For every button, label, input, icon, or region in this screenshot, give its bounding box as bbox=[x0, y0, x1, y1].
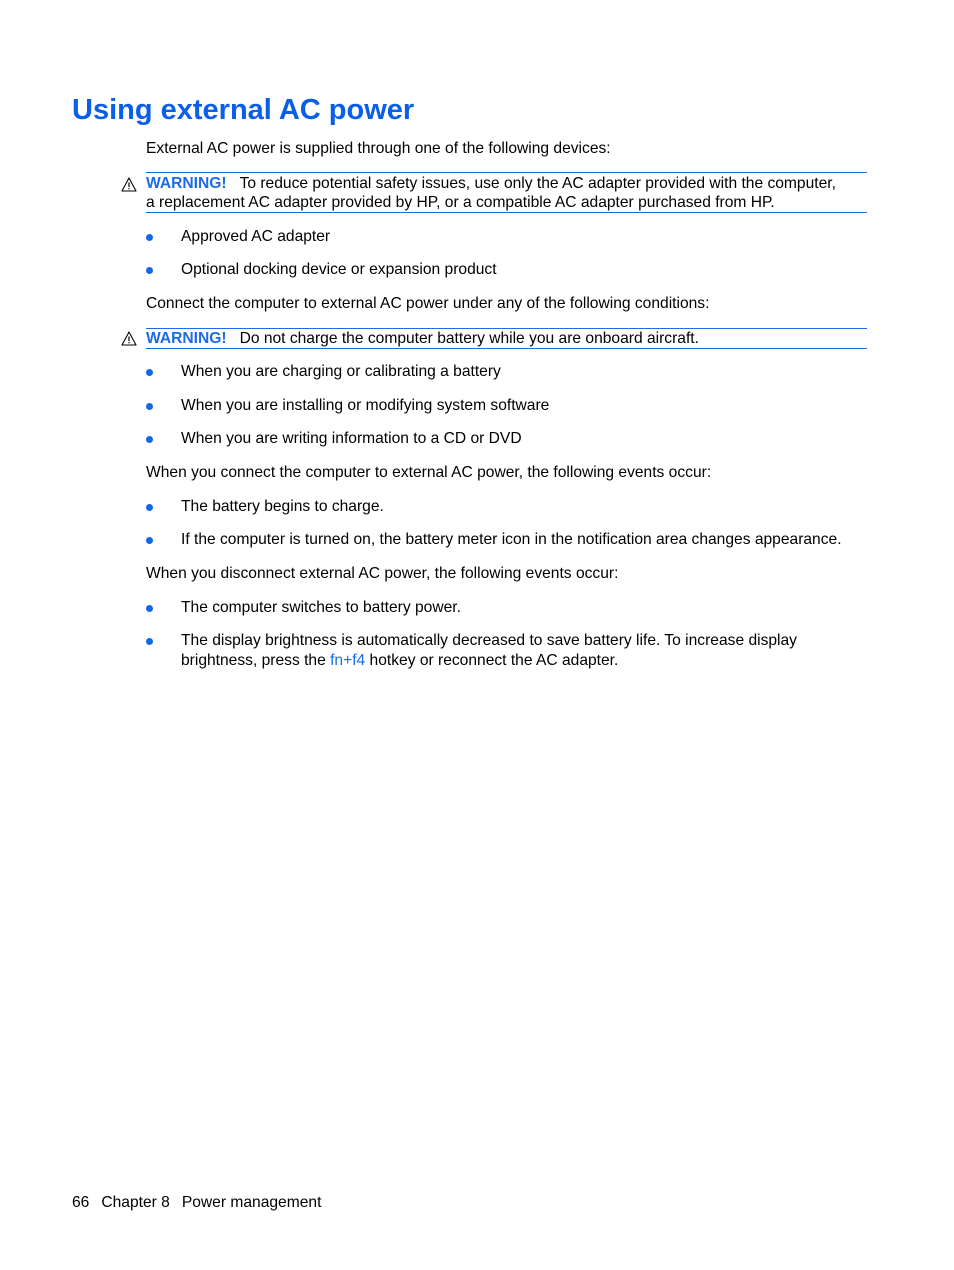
warning-box-aircraft bbox=[146, 328, 867, 349]
warning-text-line2: a replacement AC adapter provided by HP, or a compatible AC adapter purchased from HP. bbox=[146, 194, 775, 211]
chapter-label: Chapter 8 bbox=[101, 1194, 170, 1211]
page-number: 66 bbox=[72, 1194, 90, 1211]
list-item-text bbox=[181, 651, 618, 670]
disconnect-intro: When you disconnect external AC power, the following events occur: bbox=[146, 565, 619, 582]
warning-label: WARNING! bbox=[146, 175, 227, 192]
page-title: Using external AC power bbox=[72, 94, 415, 126]
chapter-title: Power management bbox=[181, 1194, 322, 1211]
hotkey-reference: fn+f4 bbox=[330, 652, 366, 669]
warning-message: Do not charge the computer battery while you are onboard aircraft. bbox=[239, 330, 699, 347]
text-fragment: brightness, press the bbox=[181, 652, 331, 669]
list-item-text: If the computer is turned on, the battery meter icon in the notification area changes appearance. bbox=[181, 531, 842, 548]
bullet-icon bbox=[146, 504, 153, 511]
list-item-text: When you are writing information to a CD or DVD bbox=[181, 430, 522, 447]
warning-triangle-icon bbox=[121, 177, 137, 192]
intro-paragraph: External AC power is supplied through one of the following devices: bbox=[146, 140, 611, 157]
bullet-icon bbox=[146, 638, 153, 645]
text-fragment: hotkey or reconnect the AC adapter. bbox=[365, 652, 619, 669]
connect-intro: When you connect the computer to external AC power, the following events occur: bbox=[146, 464, 712, 481]
list-item-text: The computer switches to battery power. bbox=[181, 599, 461, 616]
warning-text-line1 bbox=[146, 174, 867, 193]
list-item-text: Approved AC adapter bbox=[181, 228, 331, 245]
bullet-icon bbox=[146, 267, 153, 274]
list-item-text: When you are installing or modifying system software bbox=[181, 397, 550, 414]
conditions-intro: Connect the computer to external AC power under any of the following conditions: bbox=[146, 295, 710, 312]
bullet-icon bbox=[146, 403, 153, 410]
page-footer bbox=[72, 1193, 333, 1212]
warning-text-line1 bbox=[146, 329, 867, 348]
warning-triangle-icon bbox=[121, 331, 137, 346]
list-item-text: The display brightness is automatically decreased to save battery life. To increase display bbox=[181, 632, 797, 649]
bullet-icon bbox=[146, 234, 153, 241]
list-item-text: Optional docking device or expansion product bbox=[181, 261, 497, 278]
warning-box-adapter bbox=[146, 172, 867, 213]
bullet-icon bbox=[146, 369, 153, 376]
bullet-icon bbox=[146, 605, 153, 612]
list-item-text: The battery begins to charge. bbox=[181, 498, 384, 515]
list-item-text: When you are charging or calibrating a battery bbox=[181, 363, 501, 380]
bullet-icon bbox=[146, 537, 153, 544]
bullet-icon bbox=[146, 436, 153, 443]
warning-message: To reduce potential safety issues, use only the AC adapter provided with the computer, bbox=[239, 175, 836, 192]
warning-label: WARNING! bbox=[146, 330, 227, 347]
